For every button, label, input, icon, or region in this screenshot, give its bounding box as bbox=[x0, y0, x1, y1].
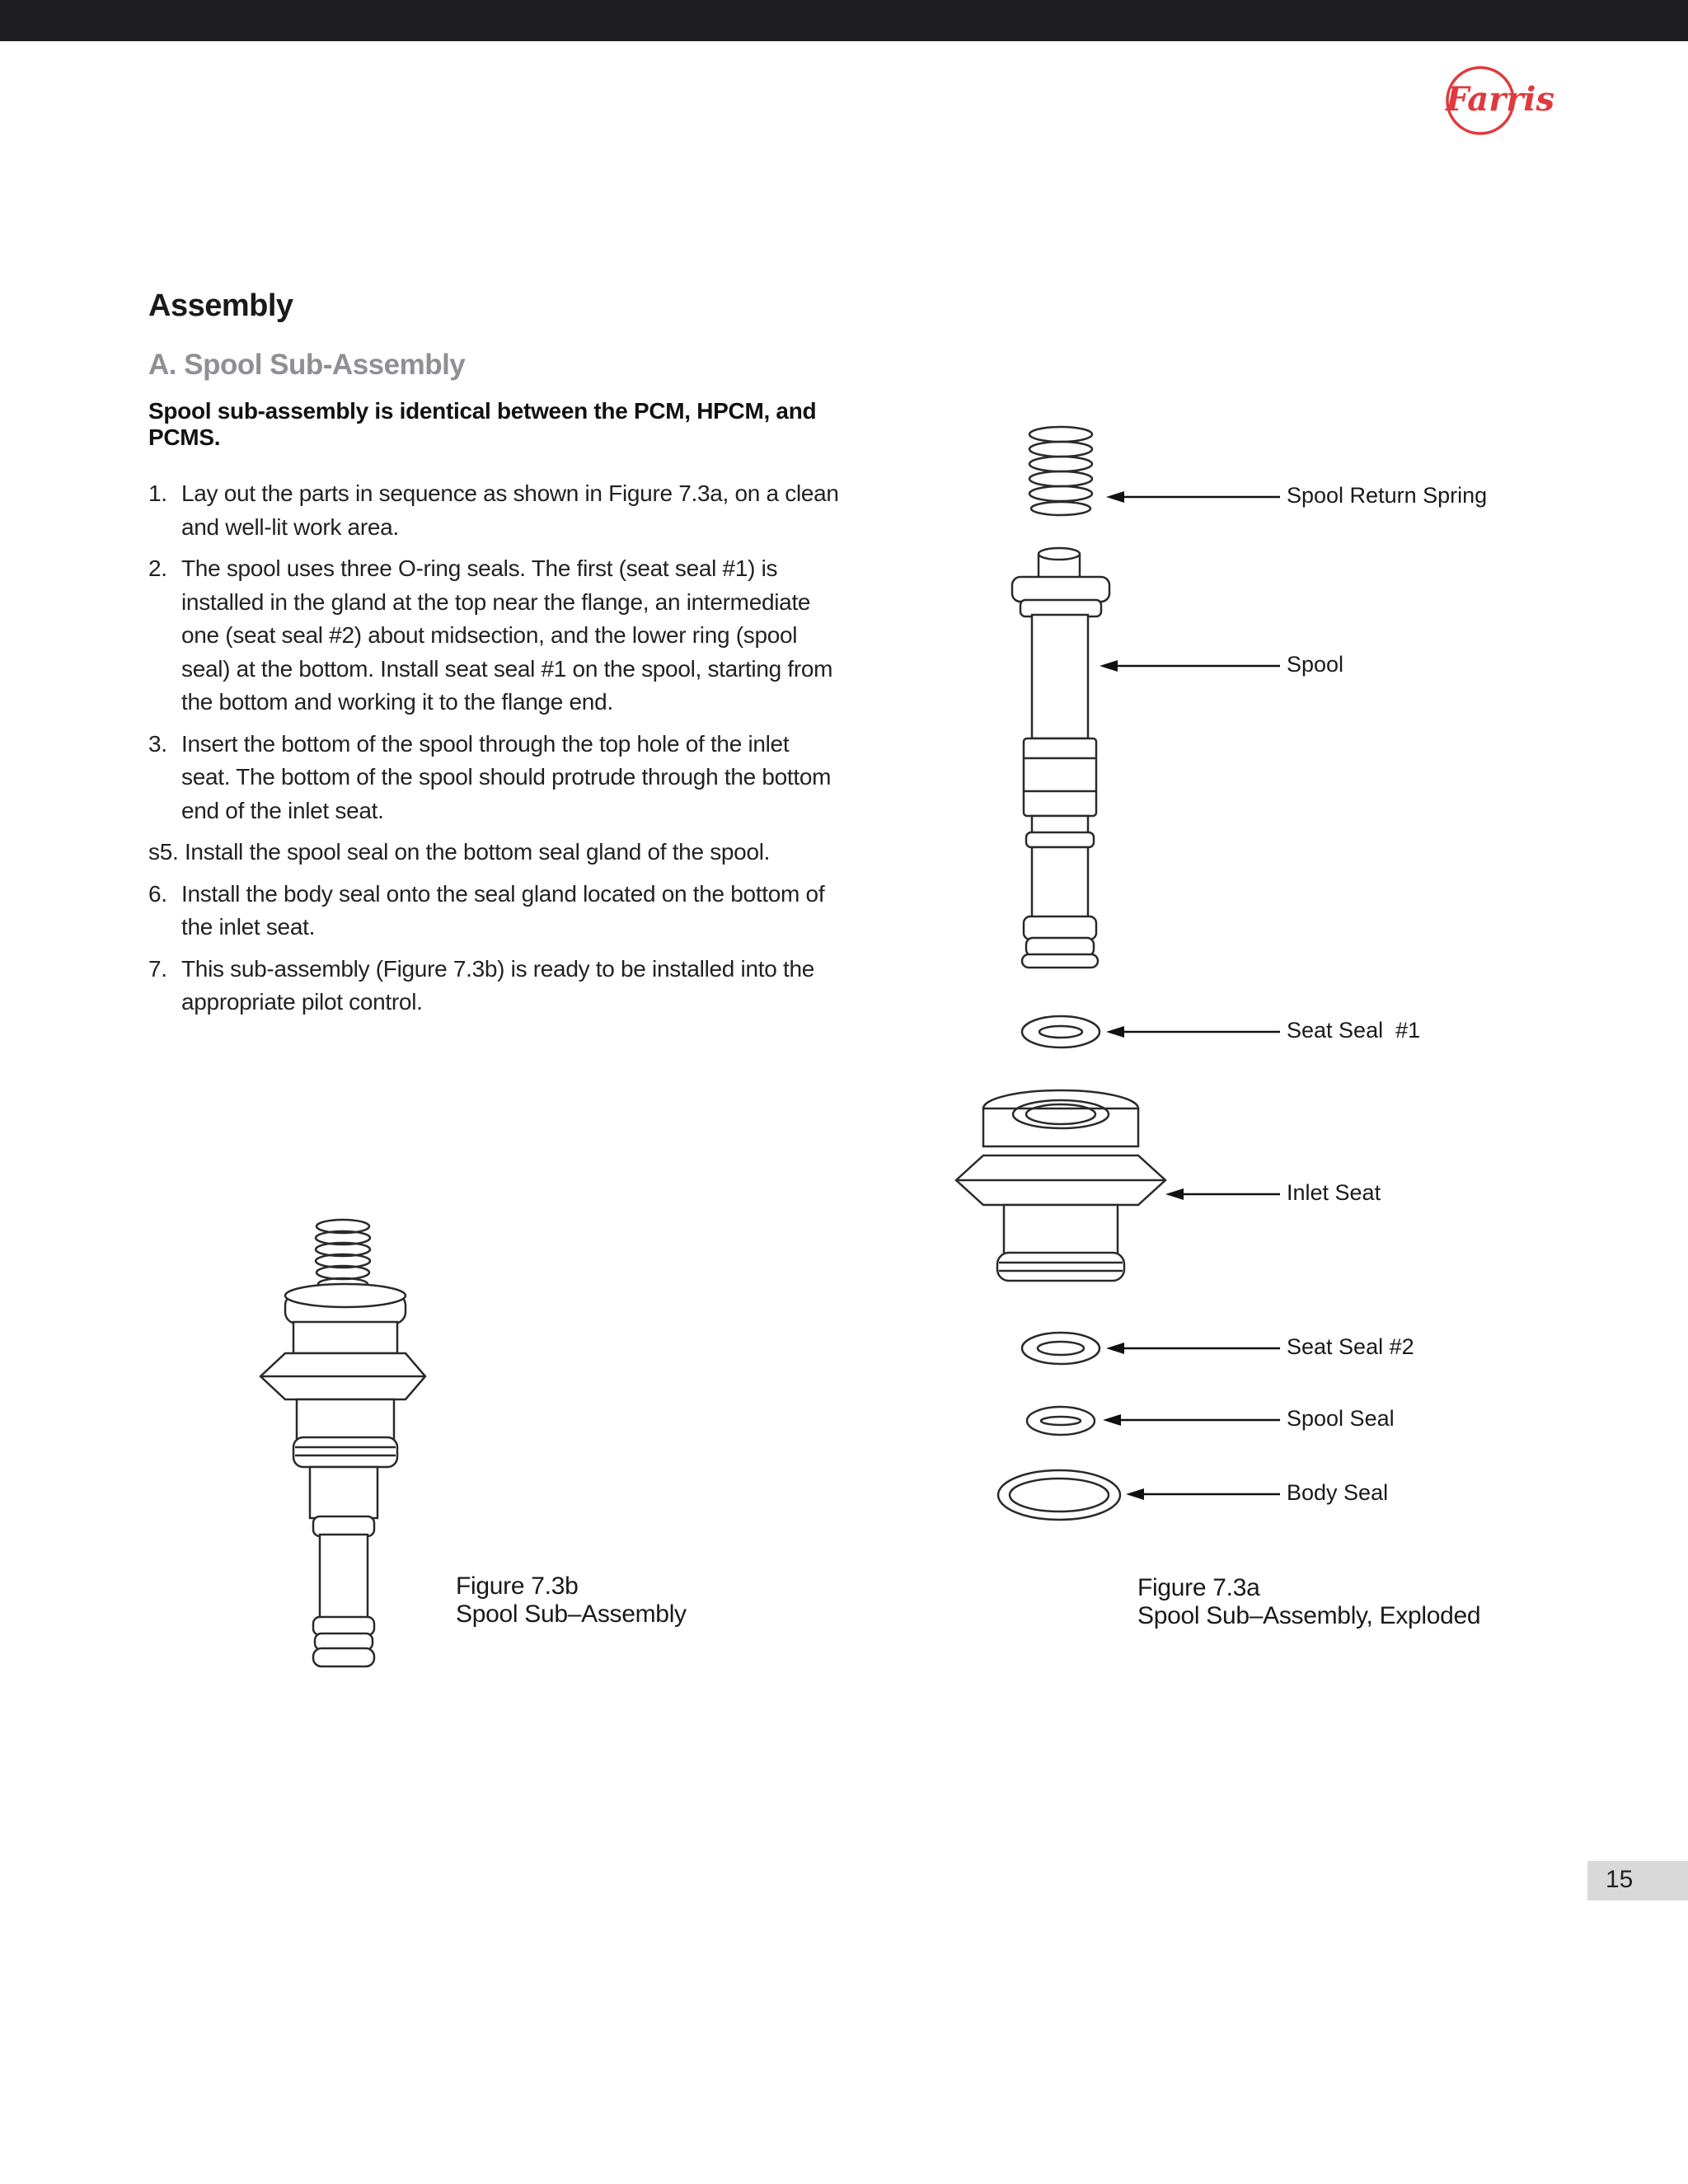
exploded-view-drawing bbox=[940, 412, 1599, 1533]
assembly-steps bbox=[148, 477, 841, 1019]
inlet-seat-drawing bbox=[956, 1090, 1165, 1281]
figure-title: Spool Sub–Assembly, Exploded bbox=[1137, 1602, 1481, 1629]
callout-seat-seal-2: Seat Seal #2 bbox=[1287, 1334, 1414, 1359]
instructions-column bbox=[148, 288, 841, 1028]
step-text: The spool uses three O-ring seals. The first (seat seal #1) is installed in the gland at the top near the flange, an intermediate one (seat seal #2) about midsection, and the lower ring (spool seal) at the bottom. Install seat seal #1 on the spool, starting from the bottom and working it to the flange end. bbox=[181, 555, 833, 715]
seat-seal-1-drawing bbox=[1022, 1016, 1100, 1047]
figure-7-3b-caption bbox=[456, 1572, 687, 1629]
step-item bbox=[148, 552, 841, 719]
top-bar bbox=[0, 0, 1688, 41]
callout-inlet-seat: Inlet Seat bbox=[1287, 1180, 1381, 1205]
page-number: 15 bbox=[1606, 1866, 1634, 1893]
callout-spool-return-spring: Spool Return Spring bbox=[1287, 483, 1488, 508]
step-item bbox=[148, 953, 841, 1019]
step-number: 3. bbox=[148, 730, 167, 757]
step-number: 6. bbox=[148, 880, 167, 907]
spool-seal-drawing bbox=[1027, 1407, 1095, 1435]
callout-body-seal: Body Seal bbox=[1287, 1480, 1389, 1505]
step-item bbox=[148, 878, 841, 944]
figure-title: Spool Sub–Assembly bbox=[456, 1601, 687, 1628]
step-text: Install the body seal onto the seal gland located on the bottom of the inlet seat. bbox=[181, 880, 825, 940]
step-number: s5. bbox=[148, 839, 179, 865]
svg-text:Farris: Farris bbox=[1446, 80, 1554, 119]
figure-7-3a-caption bbox=[1137, 1574, 1480, 1630]
step-text: Install the spool seal on the bottom seal gland of the spool. bbox=[184, 839, 771, 865]
step-number: 7. bbox=[148, 955, 167, 982]
step-number: 2. bbox=[148, 555, 167, 581]
step-item bbox=[148, 836, 841, 869]
body-seal-drawing bbox=[998, 1470, 1120, 1520]
callout-seat-seal-1: Seat Seal #1 bbox=[1287, 1018, 1421, 1043]
figure-number: Figure 7.3b bbox=[456, 1572, 579, 1600]
step-text: Lay out the parts in sequence as shown in Figure 7.3a, on a clean and well-lit work area. bbox=[181, 480, 839, 540]
seat-seal-2-drawing bbox=[1022, 1333, 1100, 1364]
step-text: Insert the bottom of the spool through the top hole of the inlet seat. The bottom of the spool should protrude through the bottom end of the inlet seat. bbox=[181, 730, 832, 823]
page-number-tab bbox=[1587, 1861, 1688, 1900]
step-text: This sub-assembly (Figure 7.3b) is ready to be installed into the appropriate pilot control. bbox=[181, 955, 814, 1015]
spool-return-spring-drawing bbox=[1029, 427, 1092, 515]
assembled-view-drawing bbox=[247, 1203, 445, 1681]
spool-drawing bbox=[1012, 548, 1109, 968]
step-item bbox=[148, 728, 841, 828]
callout-spool-seal: Spool Seal bbox=[1287, 1406, 1395, 1431]
subsection-title: A. Spool Sub-Assembly bbox=[148, 349, 466, 381]
figure-number: Figure 7.3a bbox=[1137, 1574, 1260, 1601]
section-title: Assembly bbox=[148, 288, 293, 323]
callout-spool: Spool bbox=[1287, 652, 1344, 677]
leader-lines bbox=[1100, 491, 1280, 1500]
step-item bbox=[148, 477, 841, 544]
lead-statement: Spool sub-assembly is identical between the PCM, HPCM, and PCMS. bbox=[148, 398, 817, 450]
farris-logo bbox=[1432, 59, 1564, 138]
step-number: 1. bbox=[148, 480, 167, 506]
